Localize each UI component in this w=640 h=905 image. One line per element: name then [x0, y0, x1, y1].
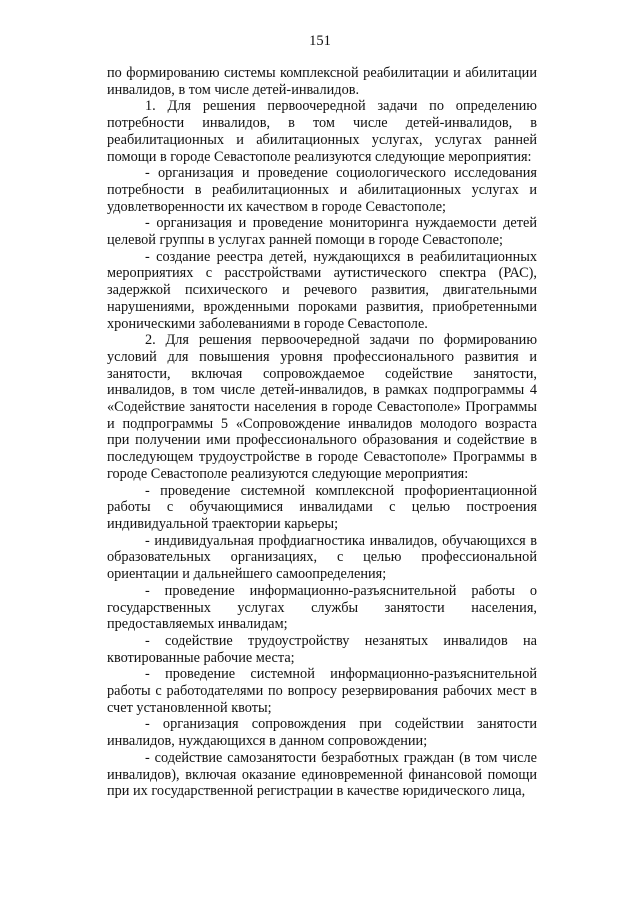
paragraph: 2. Для решения первоочередной задачи по формированию условий для повышения уровня профессионального развития и занятости, включая сопровождаемое содействие занятости, инвалидов, в том числе детей-инвалидов, в рамках подпрограммы 4 «Содействие занятости населения в городе Севастополе» Программы и подпрограммы 5 «Сопровождение инвалидов молодого возраста при получении ими профессионального образования и содействие в последующем трудоустройстве в городе Севастополе» Программы в городе Севастополе реализуются следующие мероприятия: [107, 332, 537, 482]
paragraph: - организация сопровождения при содействии занятости инвалидов, нуждающихся в данном сопровождении; [107, 716, 537, 750]
body-text [107, 65, 537, 800]
paragraph: 1. Для решения первоочередной задачи по определению потребности инвалидов, в том числе детей-инвалидов, в реабилитационных и абилитационных услугах, услугах ранней помощи в городе Севастополе реализуются следующие мероприятия: [107, 98, 537, 165]
paragraph: - индивидуальная профдиагностика инвалидов, обучающихся в образовательных организациях, с целью профессиональной ориентации и дальнейшего самоопределения; [107, 532, 537, 583]
paragraph: - содействие самозанятости безработных граждан (в том числе инвалидов), включая оказание единовременной финансовой помощи при их государственной регистрации в качестве юридического лица, [107, 749, 537, 800]
paragraph: - содействие трудоустройству незанятых инвалидов на квотированные рабочие места; [107, 632, 537, 666]
paragraph: по формированию системы комплексной реабилитации и абилитации инвалидов, в том числе детей-инвалидов. [107, 65, 537, 98]
paragraph: - проведение системной комплексной профориентационной работы с обучающимися инвалидами с целью построения индивидуальной траектории карьеры; [107, 482, 537, 532]
paragraph: - создание реестра детей, нуждающихся в реабилитационных мероприятиях с расстройствами аутистического спектра (РАС), задержкой психического и речевого развития, двигательными нарушениями, врожденными пороками развития, приобретенными хроническими заболеваниями в городе Севастополе. [107, 248, 537, 332]
paragraph: - проведение информационно-разъяснительной работы о государственных услугах службы занятости населения, предоставляемых инвалидам; [107, 582, 537, 633]
paragraph: - организация и проведение социологического исследования потребности в реабилитационных и абилитационных услугах и удовлетворенности их качеством в городе Севастополе; [107, 165, 537, 215]
paragraph: - проведение системной информационно-разъяснительной работы с работодателями по вопросу резервирования рабочих мест в счет установленной квоты; [107, 666, 537, 716]
page-number: 151 [309, 33, 331, 49]
paragraph: - организация и проведение мониторинга нуждаемости детей целевой группы в услугах ранней помощи в городе Севастополе; [107, 215, 537, 249]
